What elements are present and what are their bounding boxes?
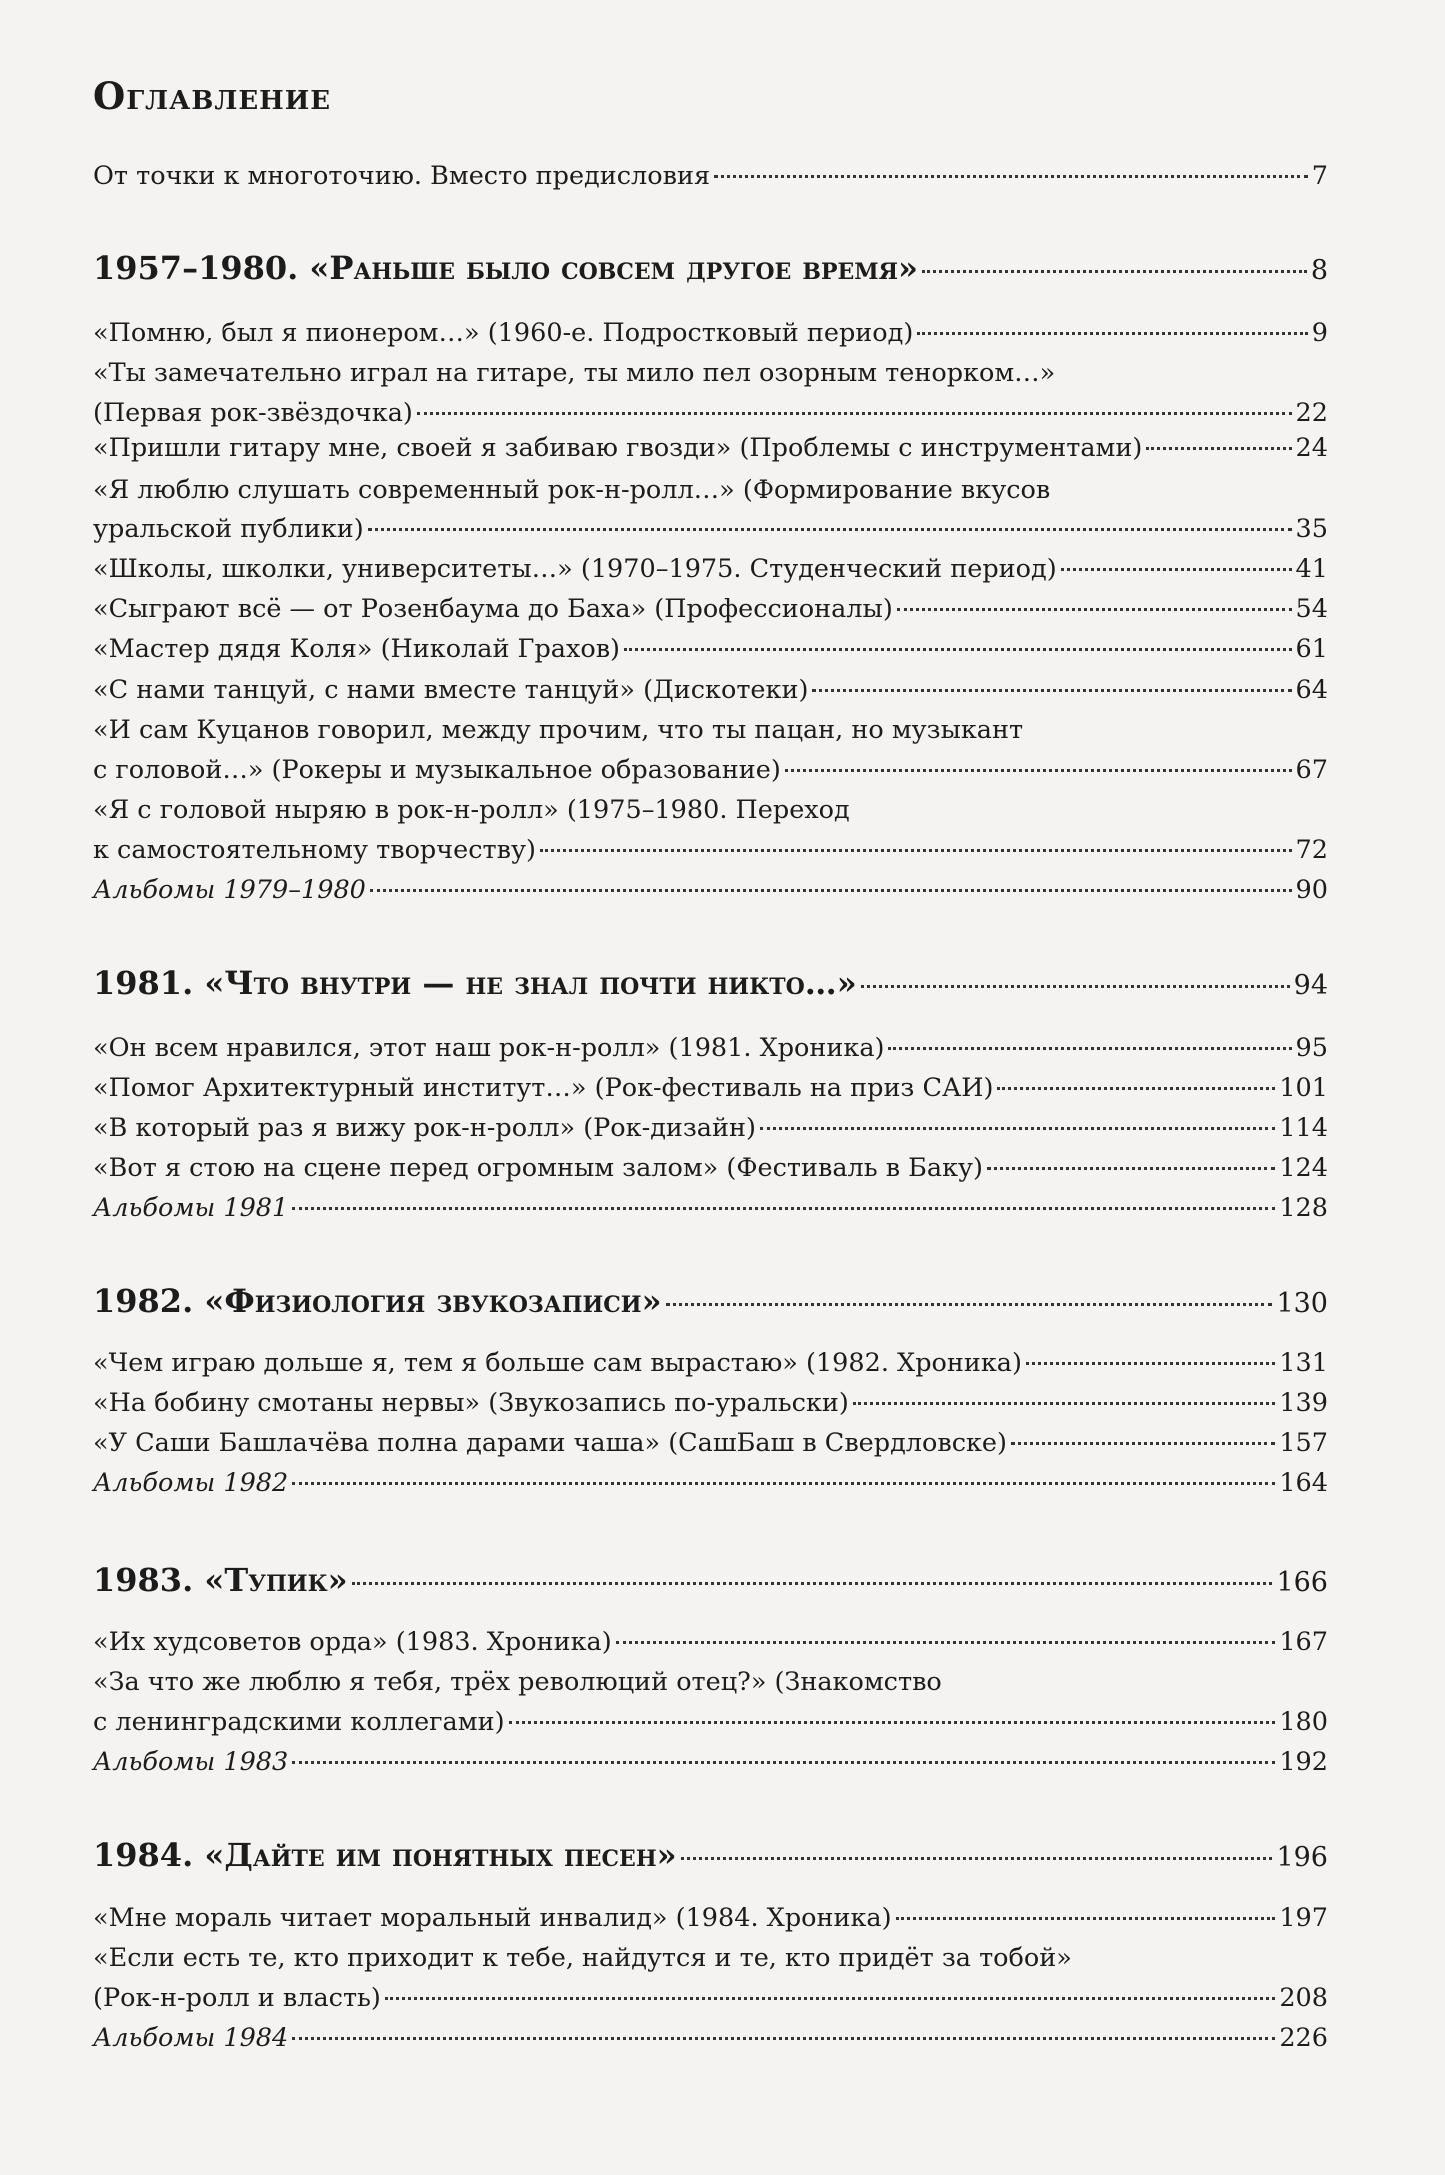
entry-title: уральской публики)	[93, 514, 364, 544]
dot-leader	[1061, 568, 1292, 571]
toc-entry-line1[interactable]	[93, 790, 1328, 830]
entry-page: 67	[1295, 755, 1328, 785]
entry-page: 101	[1279, 1073, 1328, 1103]
dot-leader	[1026, 1362, 1275, 1365]
entry-title: с головой…» (Рокеры и музыкальное образование)	[93, 755, 781, 785]
section-title: 1957–1980. «Раньше было совсем другое время»	[93, 249, 919, 287]
toc-entry-line1[interactable]	[93, 353, 1328, 393]
section-title: 1981. «Что внутри — не знал почти никто…»	[93, 964, 857, 1002]
entry-page: 64	[1295, 675, 1328, 705]
dot-leader	[624, 648, 1292, 651]
entry-page: 41	[1295, 554, 1328, 584]
entry-title: с ленинградскими коллегами)	[93, 1707, 505, 1737]
toc-entry[interactable]	[93, 750, 1328, 790]
entry-title: «На бобину смотаны нервы» (Звукозапись по-уральски)	[93, 1388, 849, 1418]
toc-entry[interactable]	[93, 428, 1328, 468]
toc-entry-albums[interactable]	[93, 1742, 1328, 1782]
entry-title: От точки к многоточию. Вместо предисловия	[93, 161, 711, 191]
entry-page: 180	[1279, 1707, 1328, 1737]
entry-page: 192	[1279, 1747, 1328, 1777]
toc-entry-albums[interactable]	[93, 1463, 1328, 1503]
entry-title: «Помню, был я пионером…» (1960-е. Подростковый период)	[93, 318, 914, 348]
entry-page: 208	[1279, 1983, 1328, 2013]
toc-section-1957[interactable]	[93, 248, 1328, 288]
entry-page: 164	[1279, 1468, 1328, 1498]
entry-title: «Пришли гитару мне, своей я забиваю гвозди» (Проблемы с инструментами)	[93, 433, 1143, 463]
toc-entry[interactable]	[93, 1898, 1328, 1938]
dot-leader	[785, 769, 1292, 772]
section-page: 166	[1276, 1567, 1328, 1598]
dot-leader	[292, 1207, 1275, 1210]
toc-entry[interactable]	[93, 1108, 1328, 1148]
toc-entry[interactable]	[93, 1702, 1328, 1742]
toc-section-1983[interactable]	[93, 1560, 1328, 1600]
entry-page: 7	[1311, 161, 1328, 191]
toc-entry-albums[interactable]	[93, 1188, 1328, 1228]
entry-title: «С нами танцуй, с нами вместе танцуй» (Дискотеки)	[93, 675, 809, 705]
entry-title: «Мне мораль читает моральный инвалид» (1984. Хроника)	[93, 1903, 892, 1933]
section-title: 1984. «Дайте им понятных песен»	[93, 1836, 677, 1874]
entry-page: 226	[1279, 2023, 1328, 2053]
toc-entry[interactable]	[93, 629, 1328, 669]
toc-entry[interactable]	[93, 589, 1328, 629]
dot-leader	[540, 849, 1292, 852]
toc-entry[interactable]	[93, 670, 1328, 710]
entry-title: «У Саши Башлачёва полна дарами чаша» (СашБаш в Свердловске)	[93, 1428, 1007, 1458]
dot-leader	[509, 1721, 1276, 1724]
toc-entry[interactable]	[93, 393, 1328, 433]
entry-title: к самостоятельному творчеству)	[93, 835, 536, 865]
dot-leader	[897, 608, 1292, 611]
entry-title: Альбомы 1981	[93, 1193, 289, 1223]
dot-leader	[997, 1087, 1275, 1090]
dot-leader	[417, 412, 1292, 415]
dot-leader	[922, 270, 1307, 273]
entry-title: «Школы, школки, университеты…» (1970–1975. Студенческий период)	[93, 554, 1057, 584]
dot-leader	[1011, 1442, 1275, 1445]
dot-leader	[681, 1857, 1273, 1860]
entry-page: 95	[1295, 1033, 1328, 1063]
dot-leader	[896, 1917, 1276, 1920]
entry-page: 197	[1279, 1903, 1328, 1933]
dot-leader	[1146, 447, 1291, 450]
dot-leader	[385, 1997, 1275, 2000]
dot-leader	[987, 1167, 1275, 1170]
toc-entry[interactable]	[93, 1978, 1328, 2018]
entry-page: 131	[1279, 1348, 1328, 1378]
toc-section-1982[interactable]	[93, 1281, 1328, 1321]
dot-leader	[666, 1303, 1273, 1306]
entry-title: Альбомы 1982	[93, 1468, 289, 1498]
dot-leader	[812, 689, 1291, 692]
entry-title: «Вот я стою на сцене перед огромным залом» (Фестиваль в Баку)	[93, 1153, 984, 1183]
toc-heading: Оглавление	[93, 74, 332, 118]
toc-entry-line1[interactable]	[93, 710, 1328, 750]
section-title: 1983. «Тупик»	[93, 1561, 348, 1599]
toc-section-1984[interactable]	[93, 1835, 1328, 1875]
entry-title-line1: «Я люблю слушать современный рок-н-ролл…» (Формирование вкусов	[93, 475, 1051, 505]
entry-title: «Их худсоветов орда» (1983. Хроника)	[93, 1627, 612, 1657]
dot-leader	[888, 1047, 1291, 1050]
entry-title-line1: «И сам Куцанов говорил, между прочим, что ты пацан, но музыкант	[93, 715, 1024, 745]
entry-page: 54	[1295, 594, 1328, 624]
toc-entry[interactable]	[93, 1028, 1328, 1068]
dot-leader	[292, 1761, 1275, 1764]
entry-title-line1: «Если есть те, кто приходит к тебе, найдутся и те, кто придёт за тобой»	[93, 1943, 1072, 1973]
entry-title: «Он всем нравился, этот наш рок-н-ролл» (1981. Хроника)	[93, 1033, 885, 1063]
dot-leader	[292, 1482, 1275, 1485]
entry-page: 90	[1295, 875, 1328, 905]
toc-entry-albums[interactable]	[93, 2018, 1328, 2058]
toc-entry[interactable]	[93, 313, 1328, 353]
section-page: 8	[1310, 255, 1328, 286]
dot-leader	[616, 1641, 1276, 1644]
entry-title: «В который раз я вижу рок-н-ролл» (Рок-дизайн)	[93, 1113, 756, 1143]
toc-entry[interactable]	[93, 1068, 1328, 1108]
toc-entry-albums[interactable]	[93, 870, 1328, 910]
entry-page: 124	[1279, 1153, 1328, 1183]
entry-page: 9	[1311, 318, 1328, 348]
toc-entry[interactable]	[93, 1383, 1328, 1423]
entry-title: «Помог Архитектурный институт…» (Рок-фестиваль на приз САИ)	[93, 1073, 994, 1103]
entry-title: (Рок-н-ролл и власть)	[93, 1983, 381, 2013]
entry-page: 114	[1279, 1113, 1328, 1143]
entry-page: 72	[1295, 835, 1328, 865]
toc-entry-preface[interactable]	[93, 156, 1328, 196]
entry-title: Альбомы 1983	[93, 1747, 289, 1777]
entry-page: 61	[1295, 634, 1328, 664]
toc-entry[interactable]	[93, 509, 1328, 549]
entry-page: 157	[1279, 1428, 1328, 1458]
toc-entry-line1[interactable]	[93, 470, 1328, 510]
toc-entry-line1[interactable]	[93, 1938, 1328, 1978]
section-title: 1982. «Физиология звукозаписи»	[93, 1282, 662, 1320]
entry-title: «Чем играю дольше я, тем я больше сам вырастаю» (1982. Хроника)	[93, 1348, 1022, 1378]
entry-title: Альбомы 1979–1980	[93, 875, 366, 905]
dot-leader	[292, 2037, 1275, 2040]
entry-page: 128	[1279, 1193, 1328, 1223]
entry-title: Альбомы 1984	[93, 2023, 289, 2053]
entry-page: 35	[1295, 514, 1328, 544]
entry-title: «Сыграют всё — от Розенбаума до Баха» (Профессионалы)	[93, 594, 893, 624]
entry-page: 167	[1279, 1627, 1328, 1657]
dot-leader	[917, 332, 1307, 335]
toc-entry[interactable]	[93, 1343, 1328, 1383]
toc-entry-line1[interactable]	[93, 1662, 1328, 1702]
dot-leader	[368, 528, 1292, 531]
toc-entry[interactable]	[93, 549, 1328, 589]
entry-title: «Мастер дядя Коля» (Николай Грахов)	[93, 634, 621, 664]
toc-entry[interactable]	[93, 830, 1328, 870]
toc-entry[interactable]	[93, 1622, 1328, 1662]
dot-leader	[714, 175, 1308, 178]
dot-leader	[352, 1582, 1273, 1585]
entry-title-line1: «Ты замечательно играл на гитаре, ты мило пел озорным тенорком…»	[93, 358, 1056, 388]
entry-title-line1: «Я с головой ныряю в рок-н-ролл» (1975–1980. Переход	[93, 795, 850, 825]
entry-title-line1: «За что же люблю я тебя, трёх революций отец?» (Знакомство	[93, 1667, 942, 1697]
dot-leader	[370, 889, 1292, 892]
entry-title: (Первая рок-звёздочка)	[93, 398, 413, 428]
toc-section-1981[interactable]	[93, 963, 1328, 1003]
entry-page: 139	[1279, 1388, 1328, 1418]
section-page: 130	[1276, 1288, 1328, 1319]
dot-leader	[861, 985, 1290, 988]
toc-entry[interactable]	[93, 1148, 1328, 1188]
section-page: 196	[1276, 1842, 1328, 1873]
section-page: 94	[1293, 970, 1328, 1001]
entry-page: 22	[1295, 398, 1328, 428]
dot-leader	[853, 1402, 1275, 1405]
dot-leader	[760, 1127, 1275, 1130]
entry-page: 24	[1295, 433, 1328, 463]
toc-entry[interactable]	[93, 1423, 1328, 1463]
